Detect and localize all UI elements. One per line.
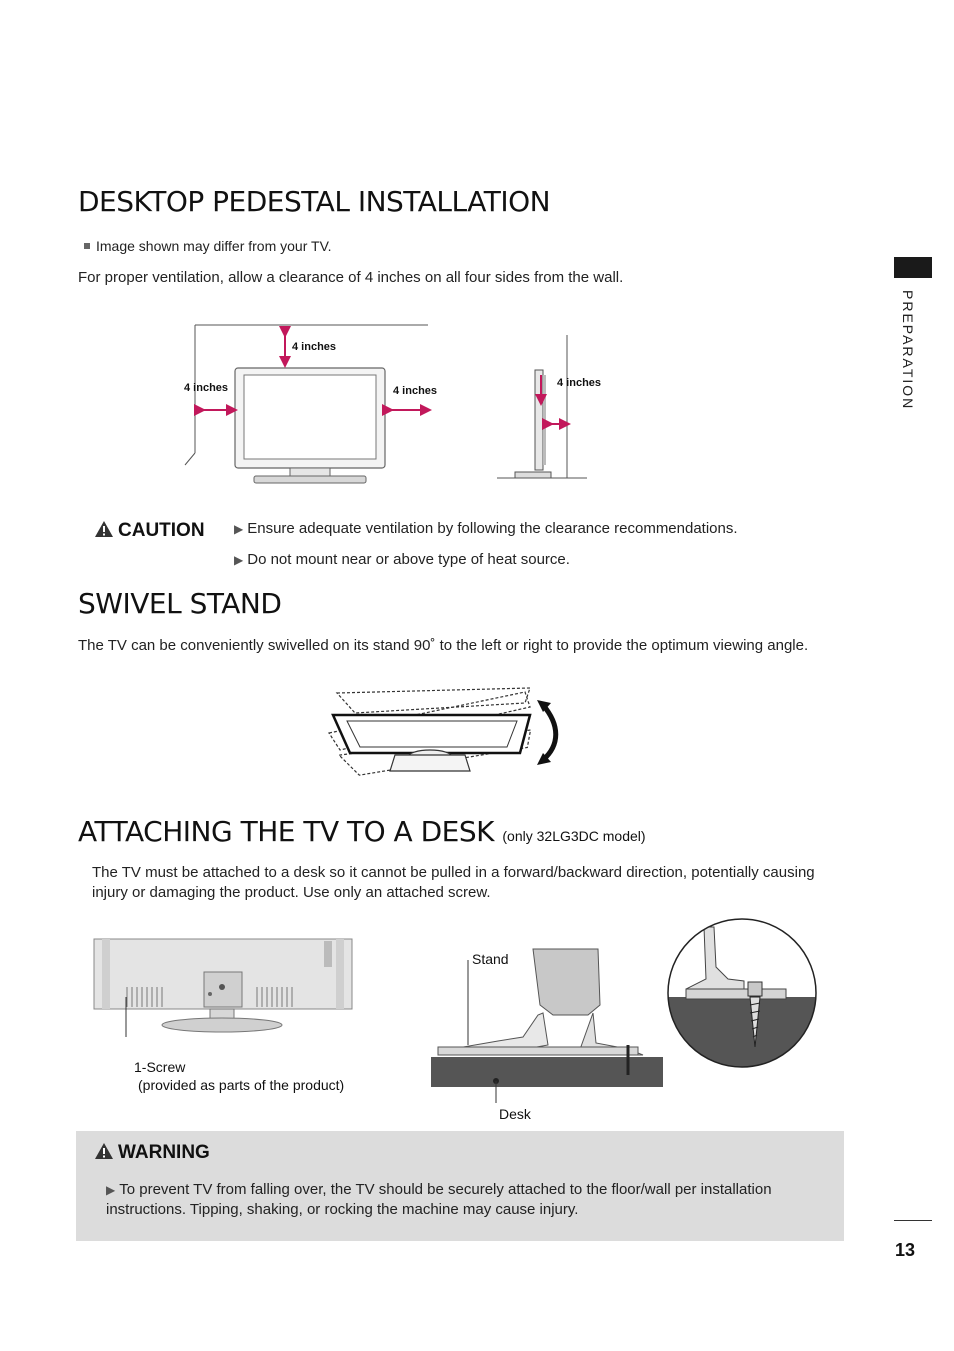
warning-triangle-icon [94,1142,114,1160]
ventilation-text: For proper ventilation, allow a clearance of 4 inches on all four sides from the wall. [78,269,624,286]
screw-detail-zoom [666,917,818,1069]
model-note: (only 32LG3DC model) [502,828,646,844]
screw-sub-label: (provided as parts of the product) [138,1077,345,1093]
image-note: Image shown may differ from your TV. [84,238,332,254]
screw-label: 1-Screw [134,1059,186,1075]
attach-desk-text: The TV must be attached to a desk so it cannot be pulled in a forward/backward direction, potentially causing injury or damaging the product. Use only an attached screw. [92,864,815,901]
warning-heading: WARNING [94,1142,210,1164]
caution-item-2: ▶ Do not mount near or above type of heat source. [234,551,570,568]
section-title-swivel-stand: SWIVEL STAND [78,587,282,620]
caution-heading: CAUTION [94,520,205,542]
section-tab-label: PREPARATION [900,290,916,411]
swivel-text: The TV can be conveniently swivelled on its stand 90˚ to the left or right to provide the optimum viewing angle. [78,637,809,654]
section-title-attach-desk: ATTACHING THE TV TO A DESK (only 32LG3DC model) [78,815,646,848]
clearance-side-label: 4 inches [557,377,602,389]
section-tab-marker [894,257,932,278]
page-number: 13 [895,1240,916,1260]
page-number-rule [894,1220,932,1221]
clearance-top-label: 4 inches [292,341,337,353]
clearance-left-label: 4 inches [184,382,229,394]
tv-back-diagram [92,937,354,1037]
stand-label: Stand [472,951,509,967]
section-title-desktop-pedestal: DESKTOP PEDESTAL INSTALLATION [78,185,551,218]
desk-label: Desk [499,1106,531,1122]
clearance-right-label: 4 inches [393,385,438,397]
caution-item-1: ▶ Ensure adequate ventilation by following the clearance recommendations. [234,520,738,537]
stand-desk-diagram [428,945,668,1105]
warning-triangle-icon [94,520,114,538]
warning-text: ▶ To prevent TV from falling over, the TV should be securely attached to the floor/wall per installation instructions. Tipping, shaking, or rocking the machine may cause injury. [106,1181,772,1218]
swivel-diagram [325,685,570,780]
ventilation-side-diagram [495,330,595,482]
